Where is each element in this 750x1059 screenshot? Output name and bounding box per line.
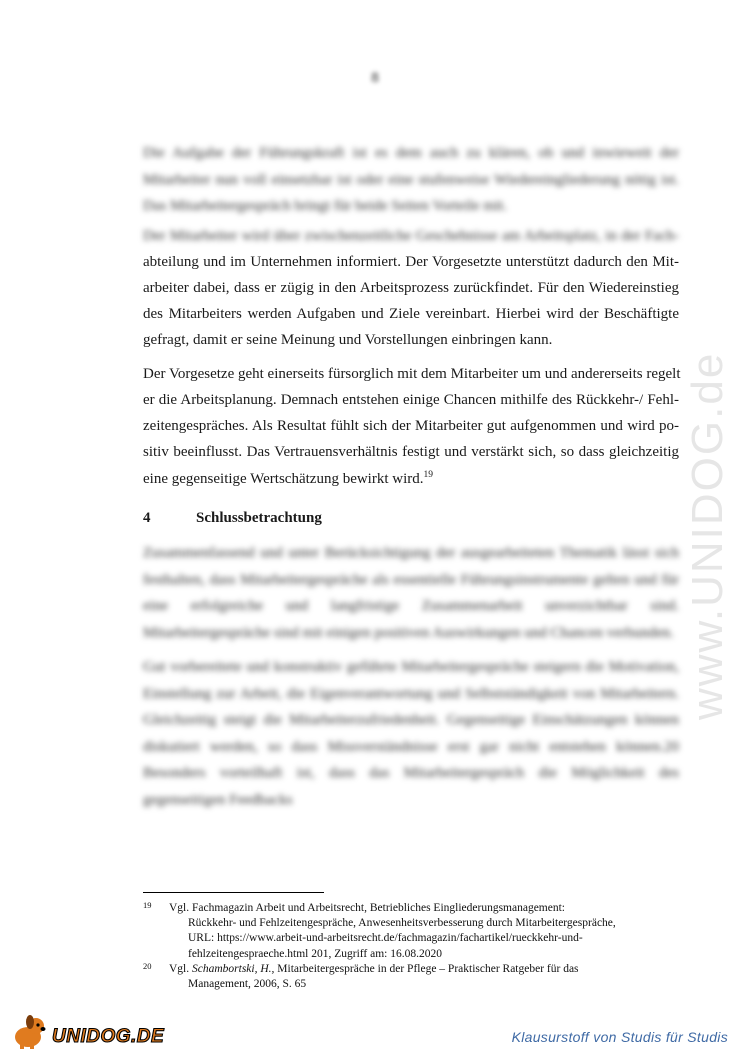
footnote-line: fehlzeitengespraeche.html 201, Zugriff am: 16.08.2020: [188, 947, 442, 960]
footnote-mark: 19: [143, 900, 152, 910]
text-line: des Mitarbeiters werden Aufgaben und Ziele vereinbart. Hierbei wird der Beschäftigte: [143, 306, 679, 322]
footnote-19: [143, 901, 683, 961]
footnote-line: Vgl. Fachmagazin Arbeit und Arbeitsrecht, Betriebliches Eingliederungsmanagement:: [169, 902, 565, 914]
text-line: er die Arbeitsplanung. Demnach entstehen einige Chancen mithilfe des Rückkehr-/ Fehl-: [143, 392, 679, 408]
footnote-prefix: Vgl.: [169, 963, 190, 975]
blurred-paragraph-4: Zusammenfassend und unter Berücksichtigung der ausgearbeiteten Thematik lässt sich festhalten, dass Mitarbeitergespräche als essentielle Führungsinstrumente gelten und für eine erfolgreiche und langfristige Zusammenarbeit unverzichtbar sind. Mitarbeitergespräche sind mit einigen positiven Auswirkungen und Chancen verbunden.: [143, 545, 679, 641]
tagline: Klausurstoff von Studis für Studis: [511, 1029, 728, 1045]
unidog-logo[interactable]: [8, 1012, 168, 1052]
text-line-with-footnote: [143, 470, 679, 488]
footnote-author: Schambortski, H.,: [192, 963, 275, 975]
footnote-reference[interactable]: 19: [423, 470, 434, 480]
text-line: arbeiter dabei, dass er zügig in den Arbeitsprozess zurückfindet. Für den Wiedereinstieg: [143, 280, 679, 296]
text-line: abteilung und im Unternehmen informiert. Der Vorgesetzte unterstützt dadurch den Mit-: [143, 254, 679, 270]
section-number: 4: [143, 510, 151, 526]
footnote-20: [143, 962, 683, 994]
text-line: zeitengespräches. Als Resultat fühlt sich der Mitarbeiter gut aufgenommen und wird po-: [143, 418, 679, 434]
footnote-line: Management, 2006, S. 65: [188, 978, 307, 991]
footnote-separator: [143, 892, 324, 893]
watermark: [683, 280, 732, 720]
footnote-body: [169, 962, 677, 992]
text-line-content: eine gegenseitige Wertschätzung bewirkt wird.: [143, 471, 424, 487]
blurred-paragraph-1: Die Aufgabe der Führungskraft ist es dem auch zu klären, ob und inwieweit der Mitarbeiter nun voll einsetzbar ist oder eine stufenweise Wiedereingliederung nötig ist. Das Mitarbeitergespräch bringt für beide Seiten Vorteile mit.: [143, 145, 679, 214]
watermark-text: www.UNIDOG.de: [683, 351, 732, 720]
text-line: sitiv beeinflusst. Das Vertrauensverhältnis festigt und verstärkt sich, so dass gleichzeitig: [143, 444, 679, 460]
text-line: Der Vorgesetze geht einerseits fürsorglich mit dem Mitarbeiter um und andererseits regelt: [143, 366, 681, 382]
logo-text: UNIDOG.DE: [52, 1026, 165, 1047]
blurred-line: Der Mitarbeiter wird über zwischenzeitliche Geschehnisse am Arbeitsplatz, in der Fach-: [143, 228, 679, 244]
footnote-body: [169, 901, 677, 962]
footnote-line: Rückkehr- und Fehlzeitengespräche, Anwesenheitsverbesserung durch Mitarbeitergespräche,: [188, 917, 616, 930]
footnote-mark: 20: [143, 961, 152, 971]
dog-icon: [8, 1012, 168, 1052]
footnote-text: Mitarbeitergespräche in der Pflege – Praktischer Ratgeber für das: [277, 963, 579, 975]
footnote-url-line[interactable]: URL: https://www.arbeit-und-arbeitsrecht.de/fachmagazin/fachartikel/rueckkehr-und-: [188, 932, 583, 945]
page-number: 8: [371, 70, 379, 86]
section-title: Schlussbetrachtung: [196, 510, 322, 526]
blurred-paragraph-5: Gut vorbereitete und konstruktiv geführte Mitarbeitergespräche steigern die Motivation, Einstellung zur Arbeit, die Eigenverantwortung und Selbstständigkeit von Mitarbeitern. Gleichzeitig steigt die Mitarbeiterzufriedenheit. Gegenseitige Einschätzungen können diskutiert werden, so dass Missverständnisse erst gar nicht entstehen können.20 Besonders vorteilhaft ist, dass das Mitarbeitergespräch die Möglichkeit des gegenseitigen Feedbacks: [143, 659, 679, 808]
text-line: gefragt, damit er seine Meinung und Vorstellungen einbringen kann.: [143, 332, 553, 348]
